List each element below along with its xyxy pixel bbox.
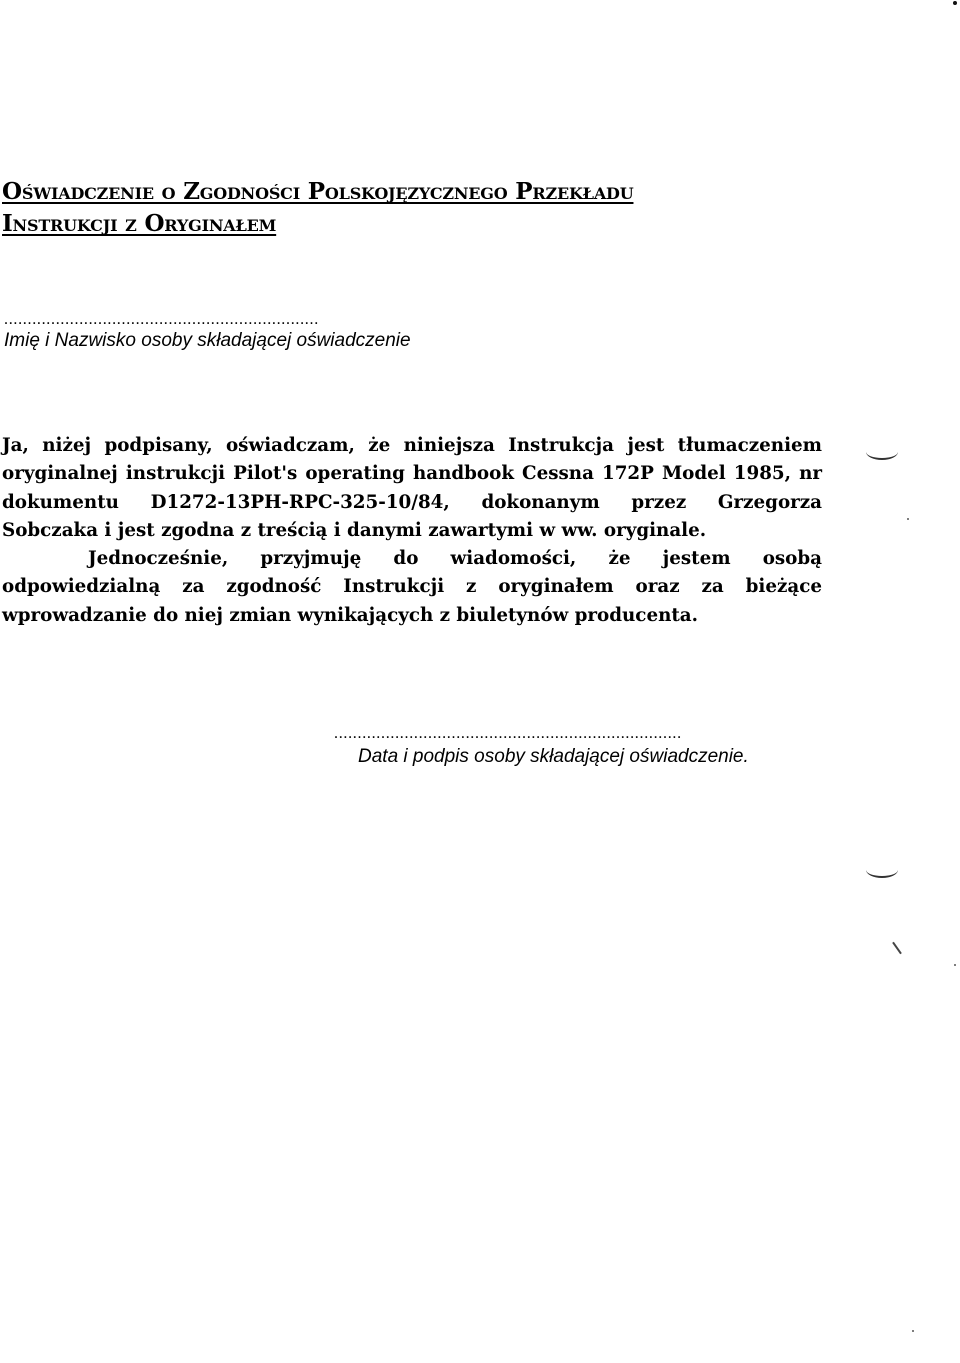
name-caption: Imię i Nazwisko osoby składającej oświadczenie [4, 330, 411, 351]
title-line-2: Instrukcji z Oryginałem [2, 210, 277, 237]
signature-dotted-line: .......................................................................... [334, 726, 682, 742]
title-line-1: Oświadczenie o Zgodności Polskojęzycznego Przekładu [2, 178, 634, 205]
scan-speck [953, 1, 957, 5]
signature-caption: Data i podpis osoby składającej oświadczenie. [358, 746, 749, 767]
declaration-body [2, 432, 822, 630]
declaration-paragraph-1: Ja, niżej podpisany, oświadczam, że niniejsza Instrukcja jest tłumaczeniem oryginalnej instrukcji Pilot's operating handbook Cessna 172P Model 1985, nr dokumentu D1272-13PH-RPC-325-10/84, dokonanym przez Grzegorza Sobczaka i jest zgodna z treścią i danymi zawartymi w ww. oryginale. [2, 435, 822, 541]
scan-mark-top [866, 444, 898, 460]
declaration-paragraph-2: Jednocześnie, przyjmuję do wiadomości, że jestem osobą odpowiedzialną za zgodność Instrukcji z oryginałem oraz za bieżące wprowadzanie do niej zmian wynikających z biuletynów producenta. [2, 548, 822, 626]
scan-speck [912, 1330, 914, 1332]
scan-tick-mark [892, 942, 902, 955]
declaration-title [2, 176, 902, 240]
name-dotted-line: ................................................................... [4, 312, 319, 328]
scan-speck [954, 964, 956, 966]
scan-mark-bottom [866, 862, 898, 878]
scan-speck [907, 518, 909, 520]
